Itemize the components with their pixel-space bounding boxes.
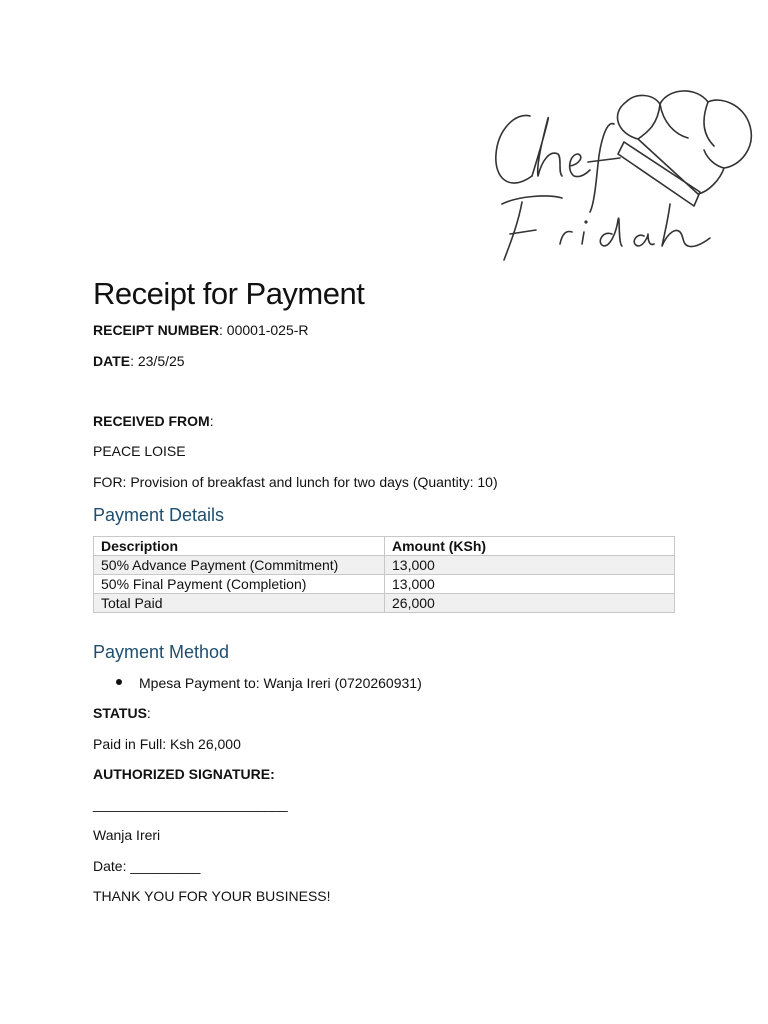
payment-method-heading: Payment Method (93, 642, 230, 662)
row-description: 50% Advance Payment (Commitment) (94, 556, 385, 575)
signature-line: _________________________ (93, 796, 288, 812)
row-amount: 13,000 (385, 575, 675, 594)
row-amount: 13,000 (385, 556, 675, 575)
receipt-number (93, 321, 309, 339)
column-header-description: Description (94, 537, 385, 556)
payment-details-heading: Payment Details (93, 505, 225, 525)
status-label: STATUS (93, 705, 147, 721)
chef-fridah-logo (488, 84, 758, 274)
fridah-script-text (502, 196, 710, 260)
received-from (93, 412, 214, 430)
received-from-label: RECEIVED FROM (93, 413, 210, 429)
payment-details-table (93, 536, 675, 613)
table-row (94, 556, 675, 575)
date-value: : 23/5/25 (130, 353, 185, 369)
received-from-colon: : (209, 413, 214, 429)
table-header-row (94, 537, 675, 556)
payment-method-item: Mpesa Payment to: Wanja Ireri (0720260931) (139, 675, 422, 691)
row-description: 50% Final Payment (Completion) (94, 575, 385, 594)
customer-name: PEACE LOISE (93, 443, 186, 459)
signature-label-text: AUTHORIZED SIGNATURE: (93, 766, 275, 782)
page-title: Receipt for Payment (93, 276, 365, 311)
chef-hat-icon (617, 91, 751, 206)
column-header-amount: Amount (KSh) (385, 537, 675, 556)
signatory-name: Wanja Ireri (93, 827, 161, 843)
table-row (94, 594, 675, 613)
signature-label (93, 765, 275, 783)
receipt-date (93, 352, 185, 370)
receipt-number-label: RECEIPT NUMBER (93, 322, 220, 338)
closing-message: THANK YOU FOR YOUR BUSINESS! (93, 888, 331, 904)
signature-date: Date: _________ (93, 858, 201, 874)
receipt-number-value: : 00001-025-R (219, 322, 309, 338)
status-value: Paid in Full: Ksh 26,000 (93, 736, 241, 752)
bullet-icon (116, 679, 122, 685)
status (93, 704, 151, 722)
date-label: DATE (93, 353, 131, 369)
row-amount: 26,000 (385, 594, 675, 613)
status-colon: : (146, 705, 151, 721)
service-description: FOR: Provision of breakfast and lunch for two days (Quantity: 10) (93, 474, 498, 490)
row-description: Total Paid (94, 594, 385, 613)
table-row (94, 575, 675, 594)
